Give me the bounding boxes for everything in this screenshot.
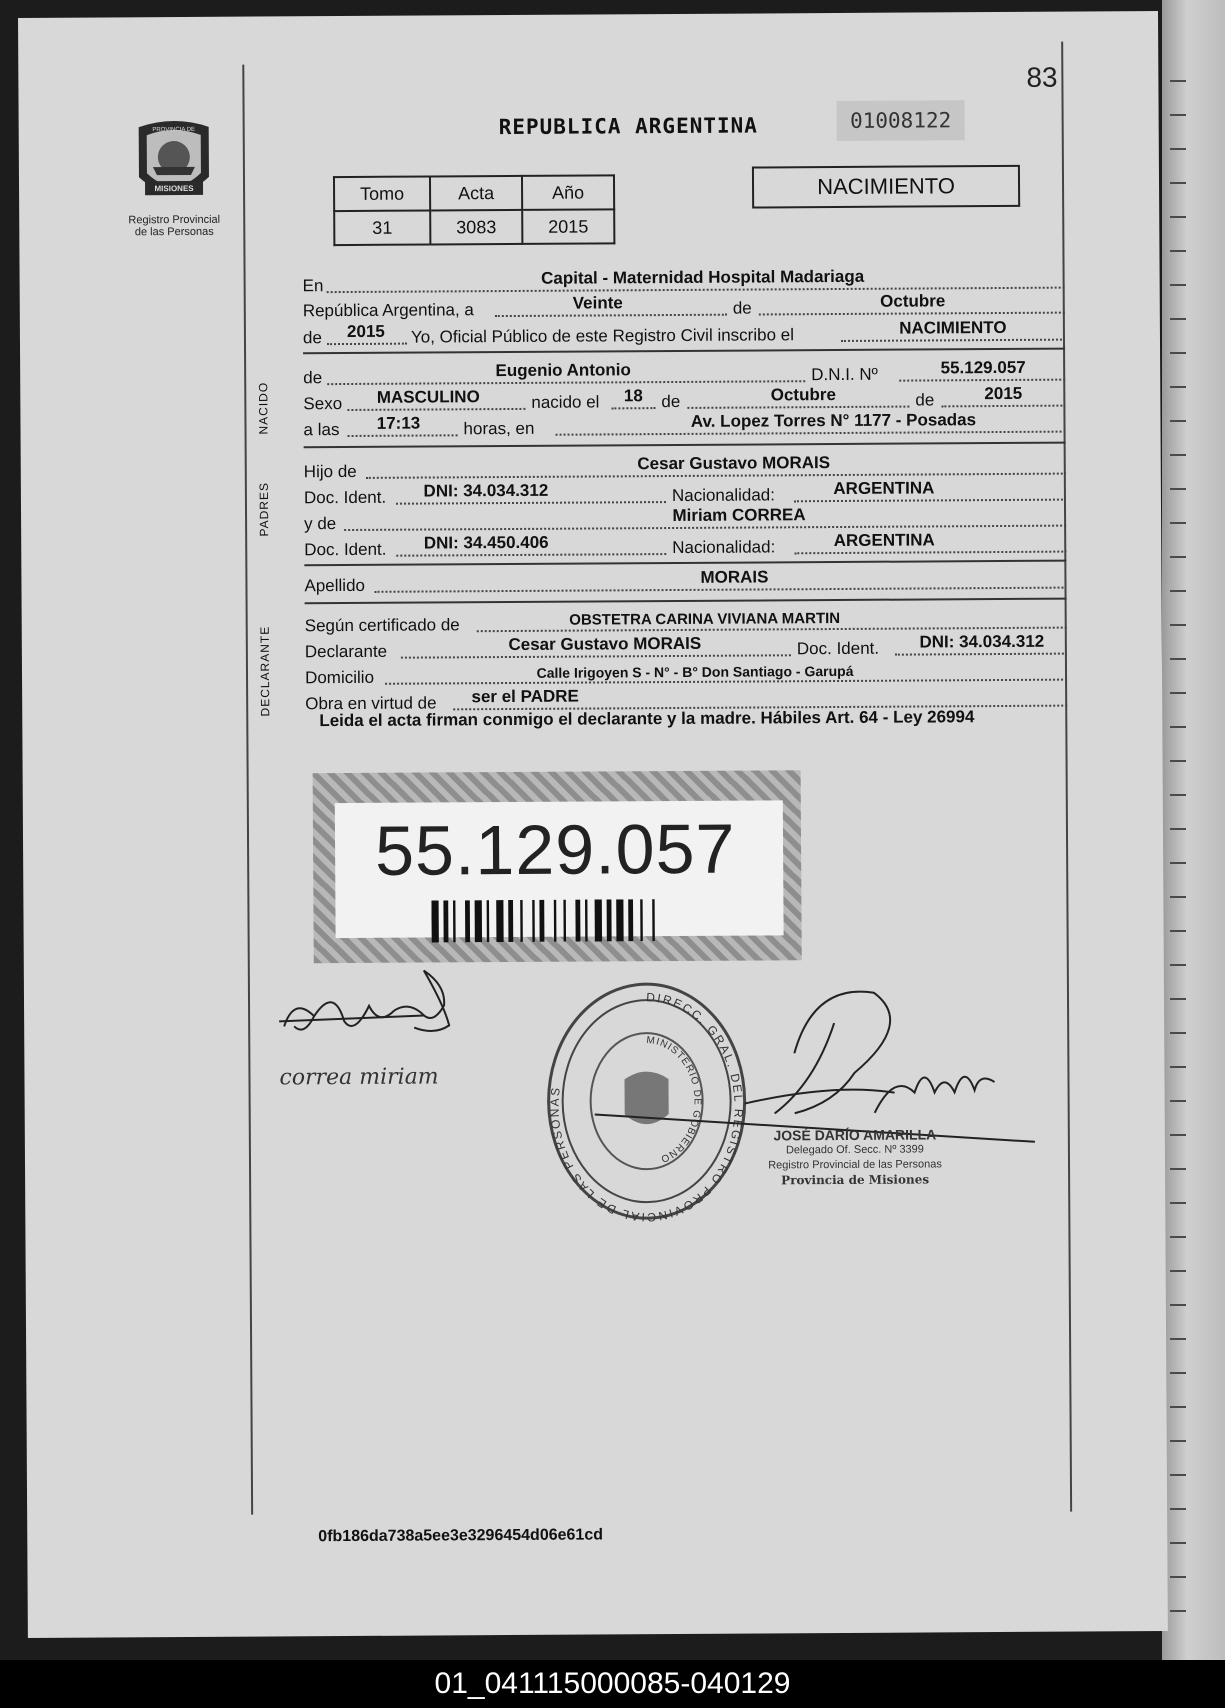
value-birth-time: 17:13	[376, 413, 421, 433]
edge-tick	[1170, 1270, 1186, 1272]
page-stack-edge	[1162, 0, 1225, 1660]
barcode-bar	[539, 900, 544, 942]
label-en: En	[302, 276, 324, 296]
mother-signature-name: correa miriam	[279, 1064, 439, 1091]
label-dni: D.N.I. Nº	[811, 364, 878, 385]
value-mother-nationality: ARGENTINA	[833, 530, 935, 551]
label-a-las: a las	[303, 420, 340, 440]
dotted-line	[327, 380, 805, 385]
document-hash: 0fb186da738a5ee3e3296454d06e61cd	[318, 1526, 604, 1546]
barcode-bar	[508, 900, 513, 942]
value-certificate-by: OBSTETRA CARINA VIVIANA MARTIN	[569, 609, 841, 629]
value-declarant-doc: DNI: 34.034.312	[919, 631, 1045, 652]
section-separator	[304, 442, 1066, 449]
footer-id: 01_041115000085-040129	[434, 1667, 791, 1700]
barcode-bar	[520, 900, 523, 942]
value-father-name: Cesar Gustavo MORAIS	[637, 453, 831, 474]
value-ano: 2015	[522, 209, 614, 244]
edge-tick	[1170, 318, 1186, 320]
value-year: 2015	[346, 321, 385, 341]
edge-tick	[1170, 1542, 1186, 1544]
edge-tick	[1170, 556, 1186, 558]
sticker-label	[335, 800, 784, 938]
barcode-bar	[595, 899, 602, 941]
barcode-bar	[575, 900, 580, 942]
row-address	[305, 662, 1067, 689]
barcode-bar	[443, 900, 448, 942]
edge-tick	[1170, 862, 1186, 864]
edge-tick	[1170, 726, 1186, 728]
barcode-bar	[585, 900, 588, 942]
edge-tick	[1170, 828, 1186, 830]
dotted-line	[895, 653, 1067, 656]
registrar-role: Delegado Of. Secc. Nº 3399	[785, 1143, 924, 1157]
value-tomo: 31	[334, 210, 430, 245]
barcode-bar	[652, 899, 655, 941]
barcode-bar	[475, 900, 482, 942]
edge-tick	[1170, 1610, 1186, 1612]
edge-tick	[1170, 930, 1186, 932]
barcode-bar	[640, 899, 643, 941]
label-de-year: de	[302, 328, 322, 348]
dotted-line	[495, 314, 727, 317]
edge-tick	[1170, 1100, 1186, 1102]
barcode-bar	[532, 900, 535, 942]
label-declarante: Declarante	[304, 641, 388, 662]
section-separator	[303, 348, 1065, 355]
edge-tick	[1170, 1440, 1186, 1442]
row-child-name	[303, 357, 1065, 389]
row-birth-time	[303, 410, 1065, 441]
edge-tick	[1170, 182, 1186, 184]
value-month: Octubre	[880, 291, 946, 311]
label-apellido: Apellido	[304, 575, 366, 596]
label-nacionalidad: Nacionalidad:	[671, 485, 776, 506]
edge-tick	[1170, 964, 1186, 966]
dotted-line	[794, 499, 1066, 503]
label-yo-oficial: Yo, Oficial Público de este Registro Civil inscribo el	[410, 325, 795, 347]
edge-tick	[1170, 794, 1186, 796]
document-type-box: NACIMIENTO	[752, 165, 1020, 209]
label-de: de	[732, 298, 752, 318]
edge-tick	[1170, 692, 1186, 694]
edge-tick	[1170, 998, 1186, 1000]
label-doc-ident: Doc. Ident.	[303, 487, 387, 508]
edge-tick	[1170, 658, 1186, 660]
section-label-declarante: DECLARANTE	[257, 625, 273, 717]
row-declarant	[304, 631, 1067, 663]
edge-tick	[1170, 1134, 1186, 1136]
row-mother-doc	[304, 530, 1066, 561]
edge-tick	[1170, 896, 1186, 898]
left-margin-line	[242, 65, 253, 1515]
dotted-line	[327, 343, 407, 345]
edge-tick	[1170, 284, 1186, 286]
value-registered-as: NACIMIENTO	[899, 317, 1007, 338]
label-y-de: y de	[304, 514, 337, 534]
scan-footer-bar	[0, 1660, 1225, 1708]
row-father-doc	[303, 478, 1066, 509]
edge-tick	[1170, 216, 1186, 218]
row-surname	[304, 567, 1066, 597]
label-doc-ident-declarant: Doc. Ident.	[796, 638, 880, 659]
document-title: REPUBLICA ARGENTINA	[498, 113, 758, 140]
barcode-bar	[616, 899, 623, 941]
row-inscription	[302, 317, 1065, 349]
dotted-line	[611, 407, 655, 409]
registrar-name: JOSÉ DARÍO AMARILLA	[773, 1126, 937, 1144]
edge-tick	[1170, 1202, 1186, 1204]
value-declarant: Cesar Gustavo MORAIS	[508, 633, 702, 655]
edge-tick	[1170, 1508, 1186, 1510]
row-date	[302, 291, 1065, 322]
dotted-line	[401, 654, 791, 658]
value-father-doc: DNI: 34.034.312	[423, 480, 549, 501]
label-obra-en-virtud: Obra en virtud de	[305, 693, 437, 714]
barcode-bar	[431, 900, 438, 942]
emblem-caption-1: Registro Provincial	[128, 213, 221, 227]
barcode-bar	[453, 900, 456, 942]
header-tomo: Tomo	[334, 176, 430, 211]
label-sexo: Sexo	[303, 394, 343, 414]
birth-certificate-sheet	[18, 11, 1168, 1638]
dotted-line	[396, 553, 666, 557]
label-domicilio: Domicilio	[304, 667, 375, 688]
value-birth-address: Av. Lopez Torres N° 1177 - Posadas	[690, 410, 977, 431]
barcode-bar	[487, 900, 490, 942]
emblem-caption-2: de las Personas	[134, 225, 214, 239]
closing-statement: Leida el acta firman conmigo el declarante y la madre. Hábiles Art. 64 - Ley 26994	[319, 707, 975, 731]
label-republica: República Argentina, a	[302, 300, 474, 321]
label-de-name: de	[303, 368, 323, 388]
record-table	[333, 174, 615, 246]
section-separator	[305, 598, 1067, 605]
provincial-emblem	[114, 117, 235, 239]
edge-tick	[1170, 1372, 1186, 1374]
edge-tick	[1170, 420, 1186, 422]
dotted-line	[899, 379, 1065, 382]
section-label-padres: PADRES	[256, 481, 272, 537]
section-separator	[304, 560, 1066, 567]
value-by-virtue-of: ser el PADRE	[471, 686, 579, 707]
value-mother-name: Miriam CORREA	[672, 505, 806, 526]
registrar-province: Provincia de Misiones	[781, 1172, 930, 1188]
header-ano: Año	[522, 175, 614, 210]
edge-tick	[1170, 1338, 1186, 1340]
edge-tick	[1170, 522, 1186, 524]
barcode-bar	[628, 899, 633, 941]
registrar-stamp	[725, 1127, 985, 1189]
edge-tick	[1170, 114, 1186, 116]
value-address: Calle Irigoyen S - N° - B° Don Santiago - Garupá	[536, 662, 854, 681]
value-mother-doc: DNI: 34.450.406	[423, 532, 549, 553]
edge-tick	[1170, 1576, 1186, 1578]
value-place: Capital - Maternidad Hospital Madariaga	[541, 266, 865, 288]
value-surname: MORAIS	[700, 567, 769, 587]
value-birth-month: Octubre	[770, 385, 836, 405]
edge-tick	[1170, 760, 1186, 762]
value-dni: 55.129.057	[940, 357, 1026, 378]
edge-tick	[1170, 624, 1186, 626]
dotted-line	[556, 431, 1066, 436]
dotted-line	[941, 405, 1065, 408]
value-father-nationality: ARGENTINA	[833, 478, 935, 499]
value-birth-year: 2015	[984, 383, 1023, 404]
edge-tick	[1170, 80, 1186, 82]
edge-tick	[1170, 1066, 1186, 1068]
edge-tick	[1170, 148, 1186, 150]
label-segun-certificado: Según certificado de	[304, 615, 460, 636]
label-horas-en: horas, en	[463, 418, 535, 439]
mother-signature	[279, 970, 449, 1032]
emblem-text-top: PROVINCIA DE	[152, 126, 196, 134]
sticker-number: 55.129.057	[374, 809, 736, 890]
edge-tick	[1170, 488, 1186, 490]
registrar-signature	[594, 991, 1035, 1145]
registrar-office: Registro Provincial de las Personas	[768, 1158, 942, 1172]
edge-tick	[1170, 1474, 1186, 1476]
official-stamp	[547, 984, 747, 1225]
dotted-line	[396, 501, 666, 505]
page-number: 83	[1026, 61, 1058, 93]
dotted-line	[348, 434, 458, 437]
label-de-month: de	[661, 391, 681, 412]
stamp-inner-text: MINISTERIO DE GOBIERNO	[645, 1034, 703, 1165]
label-de-byear: de	[915, 390, 935, 410]
section-label-nacido: NACIDO	[256, 381, 271, 435]
value-sex: MASCULINO	[376, 387, 480, 407]
barcode-bar	[563, 900, 566, 942]
header-acta: Acta	[430, 176, 522, 211]
edge-tick	[1170, 1168, 1186, 1170]
barcode-icon	[431, 899, 721, 943]
edge-tick	[1170, 1406, 1186, 1408]
edge-tick	[1170, 1304, 1186, 1306]
label-nacionalidad-mother: Nacionalidad:	[672, 537, 776, 558]
label-doc-ident-mother: Doc. Ident.	[304, 539, 387, 560]
edge-tick	[1170, 1032, 1186, 1034]
stamp-ring-text: DIRECC. GRAL. DEL REGISTRO PROVINCIAL DE LAS PERSONAS	[547, 990, 746, 1225]
edge-tick	[1170, 352, 1186, 354]
dotted-line	[794, 551, 1066, 555]
barcode-bar	[496, 900, 503, 942]
dotted-line	[687, 406, 909, 409]
barcode-bar	[607, 899, 612, 941]
edge-tick	[1170, 1236, 1186, 1238]
emblem-text-bottom: MISIONES	[154, 183, 194, 194]
edge-tick	[1170, 590, 1186, 592]
value-birth-day: 18	[623, 386, 643, 406]
label-nacido-el: nacido el	[531, 392, 600, 412]
barcode-bar	[465, 900, 470, 942]
right-margin-line	[1061, 42, 1072, 1512]
dotted-line	[347, 408, 525, 411]
dotted-line	[841, 339, 1065, 342]
edge-tick	[1170, 454, 1186, 456]
edge-tick	[1170, 386, 1186, 388]
dni-sticker	[313, 770, 802, 963]
shield-icon	[131, 117, 218, 210]
serial-number: 01008122	[837, 100, 965, 141]
value-acta: 3083	[430, 210, 522, 245]
value-day: Veinte	[572, 293, 623, 313]
label-hijo-de: Hijo de	[303, 461, 357, 482]
barcode-bar	[554, 900, 557, 942]
value-first-names: Eugenio Antonio	[495, 360, 631, 381]
edge-tick	[1170, 250, 1186, 252]
